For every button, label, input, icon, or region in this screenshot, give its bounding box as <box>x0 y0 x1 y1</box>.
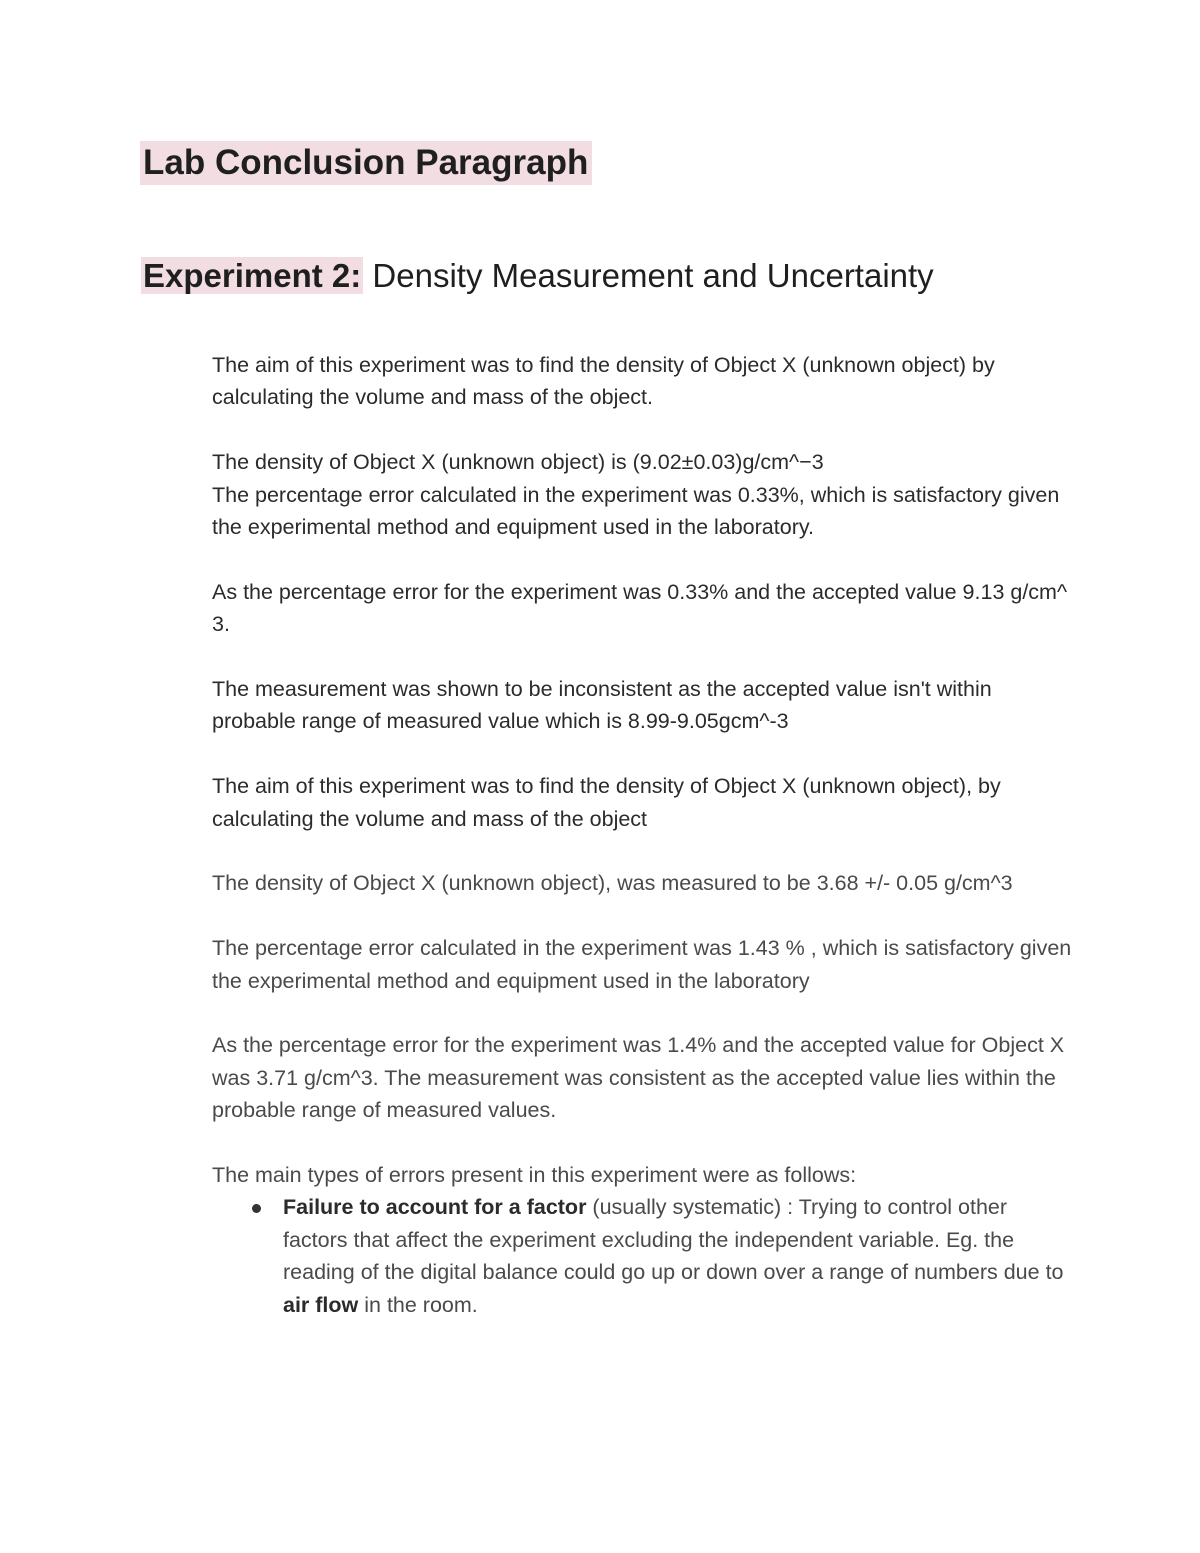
paragraph-consistency-1: The measurement was shown to be inconsistent as the accepted value isn't within probable range of measured value which is 8.99-9.05gcm^-3 <box>212 677 992 734</box>
paragraph-density-1: The density of Object X (unknown object) is (9.02±0.03)g/cm^−3 <box>212 450 824 475</box>
document-body <box>212 349 1072 1321</box>
list-item-bold-term: air flow <box>283 1292 359 1317</box>
paragraph-error-2: The percentage error calculated in the experiment was 1.43 % , which is satisfactory given the experimental method and equipment used in the laboratory <box>212 936 1072 993</box>
list-item-bold-lead: Failure to account for a factor <box>283 1195 587 1220</box>
section-heading-text: Density Measurement and Uncertainty <box>363 257 934 294</box>
section-heading <box>141 254 934 298</box>
list-item-text-end: in the room. <box>358 1292 478 1317</box>
paragraph-aim-1: The aim of this experiment was to find the density of Object X (unknown object) by calculating the volume and mass of the object. <box>212 353 995 410</box>
error-types-list <box>212 1191 1072 1321</box>
section-heading-label: Experiment 2: <box>143 257 362 294</box>
page-title: Lab Conclusion Paragraph <box>140 141 592 185</box>
paragraph-error-types: The main types of errors present in this experiment were as follows: <box>212 1163 857 1188</box>
list-item-text: (usually systematic) : Trying to control other factors that affect the experiment excluding the independent variable. Eg. the reading of the digital balance could go up or down over a range of numbers due to <box>283 1195 1064 1285</box>
list-item <box>212 1191 1072 1321</box>
paragraph-aim-2: The aim of this experiment was to find the density of Object X (unknown object), by calculating the volume and mass of the object <box>212 774 1001 831</box>
paragraph-density-2: The density of Object X (unknown object), was measured to be 3.68 +/- 0.05 g/cm^3 <box>212 871 1013 896</box>
paragraph-error-1: The percentage error calculated in the experiment was 0.33%, which is satisfactory given the experimental method and equipment used in the laboratory. <box>212 482 1060 540</box>
bullet-icon <box>252 1204 261 1213</box>
paragraph-accepted-2: As the percentage error for the experiment was 1.4% and the accepted value for Object X was 3.71 g/cm^3. The measurement was consistent as the accepted value lies within the probable range of measured values. <box>212 1033 1065 1123</box>
paragraph-accepted-1: As the percentage error for the experiment was 0.33% and the accepted value 9.13 g/cm^ 3. <box>212 579 1068 637</box>
